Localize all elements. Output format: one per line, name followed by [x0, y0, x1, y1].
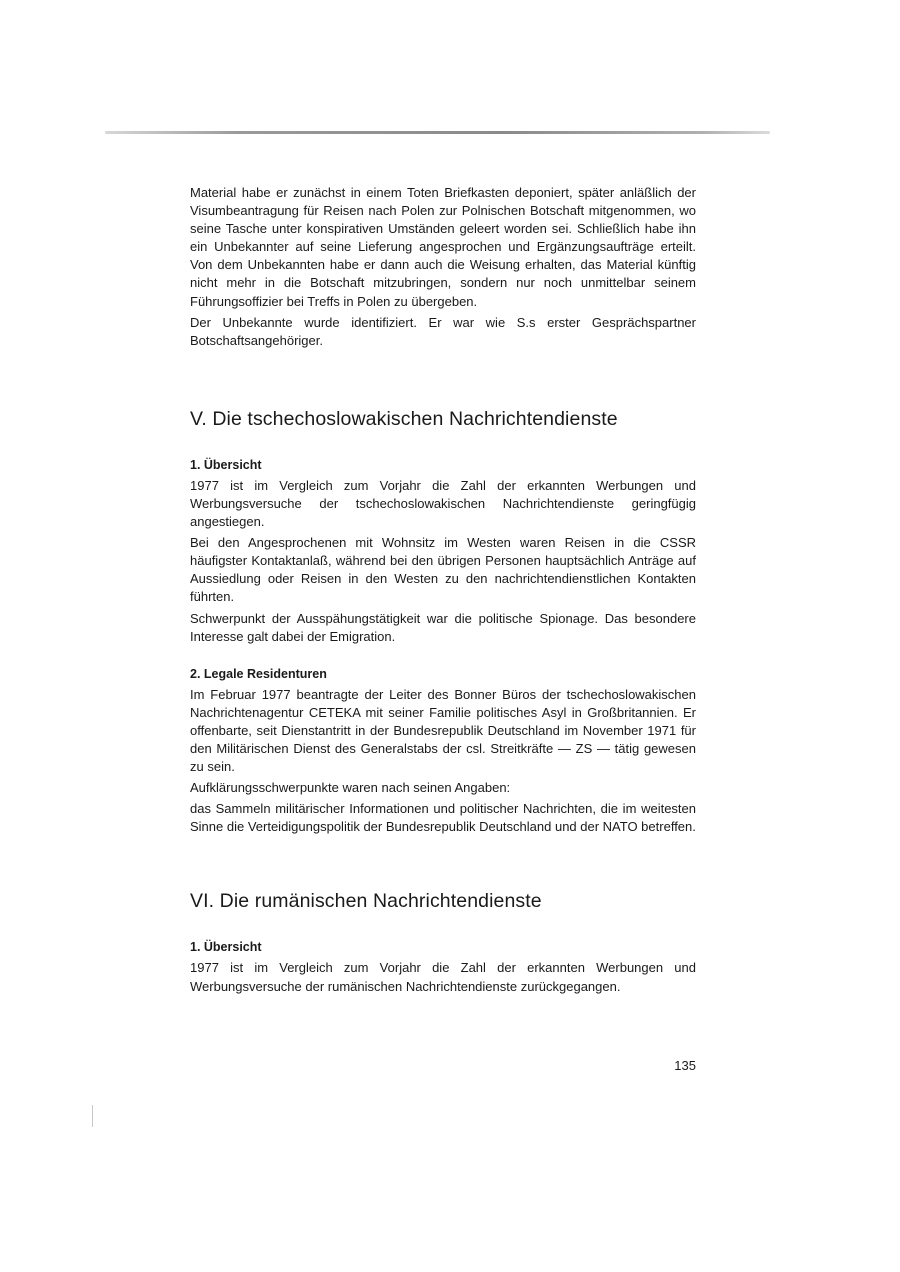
section-vi-sub1-heading: 1. Übersicht	[190, 940, 262, 955]
page-number: 135	[674, 1058, 696, 1073]
section-v-sub2-heading: 2. Legale Residenturen	[190, 666, 327, 681]
page-content	[190, 184, 696, 1073]
section-vi-sub1-paragraph-1: 1977 ist im Vergleich zum Vorjahr die Zahl der erkannten Werbungen und Werbungsversuche der rumänischen Nachrichtendienste zurückgegangen.	[190, 960, 696, 994]
intro-paragraph-1: Material habe er zunächst in einem Toten Briefkasten deponiert, später anläßlich der Visumbeantragung für Reisen nach Polen zur Polnischen Botschaft mitgenommen, wo seine Tasche unter konspirativen Umständen geleert worden sei. Schließlich habe ihn ein Unbekannter auf seine Lieferung angesprochen und Ergänzungsaufträge erteilt. Von dem Unbekannten habe er dann auch die Weisung erhalten, das Material künftig nicht mehr in die Botschaft mitzubringen, sondern nur noch unmittelbar seinem Führungsoffizier bei Treffs in Polen zu übergeben.	[190, 185, 696, 309]
section-v-sub2-paragraph-1: Im Februar 1977 beantragte der Leiter des Bonner Büros der tschechoslowakischen Nachrichtenagentur CETEKA mit seiner Familie politisches Asyl in Großbritannien. Er offenbarte, seit Dienstantritt in der Bundesrepublik Deutschland im November 1971 für den Militärischen Dienst des Generalstabs der csl. Streitkräfte — ZS — tätig gewesen zu sein.	[190, 686, 696, 775]
section-v-heading: V. Die tschechoslowakischen Nachrichtendienste	[190, 407, 618, 430]
scan-top-rule	[105, 131, 770, 134]
section-v-sub1-paragraph-2: Bei den Angesprochenen mit Wohnsitz im Westen waren Reisen in die CSSR häufigster Kontaktanlaß, während bei den übrigen Personen hauptsächlich Anträge auf Aussiedlung oder Reisen in den Westen zu den nachrichtendienstlichen Kontakten führten.	[190, 535, 696, 605]
section-v-sub2-paragraph-2: Aufklärungsschwerpunkte waren nach seinen Angaben:	[190, 780, 511, 796]
section-v-sub1-paragraph-1: 1977 ist im Vergleich zum Vorjahr die Zahl der erkannten Werbungen und Werbungsversuche der tschechoslowakischen Nachrichtendienste geringfügig angestiegen.	[190, 477, 696, 530]
section-vi-heading: VI. Die rumänischen Nachrichtendienste	[190, 890, 542, 913]
section-v-sub1-heading: 1. Übersicht	[190, 457, 262, 472]
scan-edge-mark	[92, 1105, 93, 1127]
section-v-sub2-paragraph-3: das Sammeln militärischer Informationen und politischer Nachrichten, die im weitesten Sinne die Verteidigungspolitik der Bundesrepublik Deutschland und der NATO betreffen.	[190, 801, 696, 835]
intro-paragraph-2: Der Unbekannte wurde identifiziert. Er war wie S.s erster Gesprächspartner Botschaftsangehöriger.	[190, 314, 696, 348]
section-v-sub1-paragraph-3: Schwerpunkt der Ausspähungstätigkeit war die politische Spionage. Das besondere Interesse galt dabei der Emigration.	[190, 610, 696, 644]
